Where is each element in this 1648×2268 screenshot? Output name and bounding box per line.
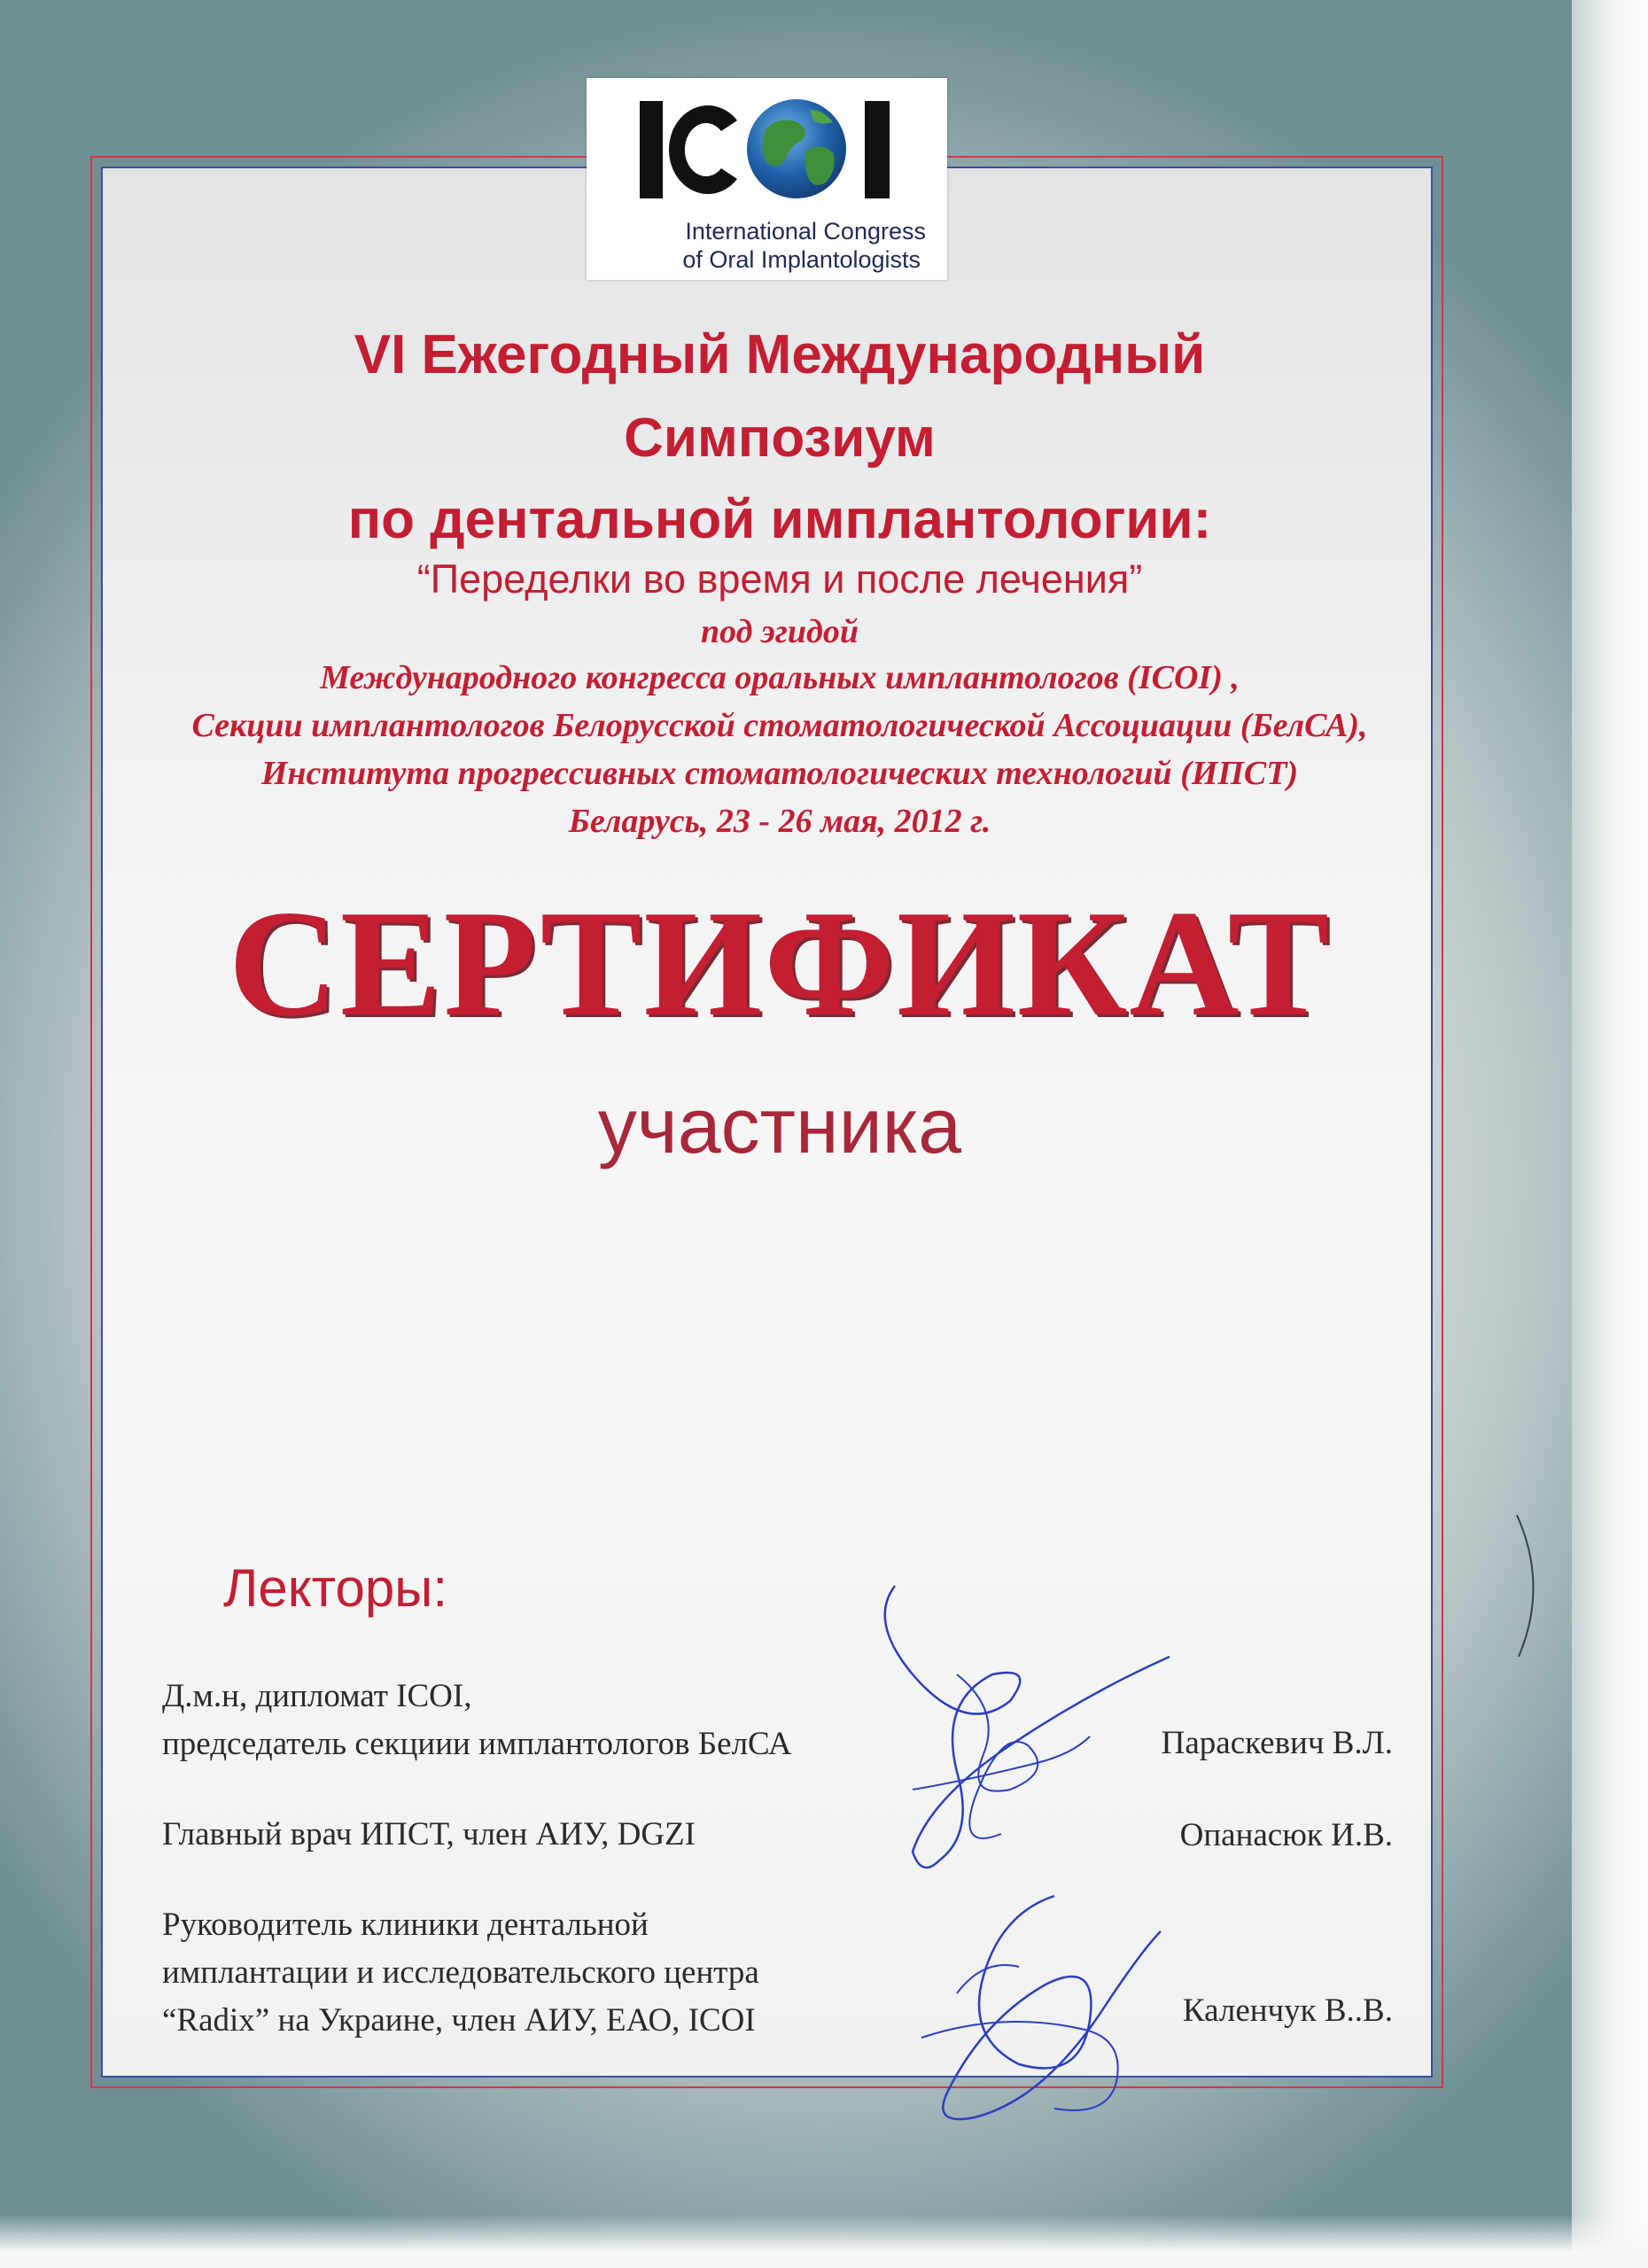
lector-1-role-line-2: председатель секциии имплантологов БелСА xyxy=(162,1726,792,1762)
certificate-subtitle: участника xyxy=(597,1082,962,1169)
lector-3-role-line-2: имплантации и исследовательского центра xyxy=(162,1954,759,1991)
scan-edge xyxy=(1572,0,1648,2268)
lector-2-role-line-1: Главный врач ИПСТ, член АИУ, DGZI xyxy=(162,1816,696,1852)
scan-corner-mark xyxy=(1515,1506,1551,1666)
heading-line-1: VI Ежегодный Международный xyxy=(354,324,1206,385)
aegis-line-1: под эгидой xyxy=(701,613,859,650)
aegis-line-4: Института прогрессивных стоматологических технологий (ИПСТ) xyxy=(260,755,1299,792)
icoi-logo xyxy=(587,78,947,280)
lector-1-name: Параскевич В.Л. xyxy=(1161,1725,1393,1761)
lector-3-name: Каленчук В..В. xyxy=(1182,1992,1393,2029)
heading-line-3: по дентальной имплантологии: xyxy=(347,489,1212,550)
icoi-logomark-icon xyxy=(633,83,907,216)
aegis-line-5: Беларусь, 23 - 26 мая, 2012 г. xyxy=(568,803,991,840)
logo-text-line-2: of Oral Implantologists xyxy=(682,246,921,273)
signature-2 xyxy=(895,1878,1187,2144)
aegis-line-2: Международного конгресса оральных имплантологов (ICOI) , xyxy=(320,659,1240,696)
heading-subtitle: “Переделки во время и после лечения” xyxy=(416,556,1143,602)
logo-text-line-1: International Congress xyxy=(685,218,926,245)
lectors-heading: Лекторы: xyxy=(223,1558,448,1618)
aegis-line-3: Секции имплантологов Белорусской стоматологической Ассоциации (БелСА), xyxy=(191,707,1368,744)
lector-3-role-line-1: Руководитель клиники дентальной xyxy=(162,1907,649,1943)
heading-line-2: Симпозиум xyxy=(624,408,936,469)
certificate-title: СЕРТИФИКАТ xyxy=(228,880,1332,1048)
lector-3-role-line-3: “Radix” на Украине, член АИУ, ЕАО, ICOI xyxy=(162,2002,756,2039)
lector-1-role-line-1: Д.м.н, дипломат ICOI, xyxy=(162,1678,472,1714)
scan-bottom-edge xyxy=(0,2215,1648,2268)
lector-2-name: Опанасюк И.В. xyxy=(1179,1817,1393,1853)
